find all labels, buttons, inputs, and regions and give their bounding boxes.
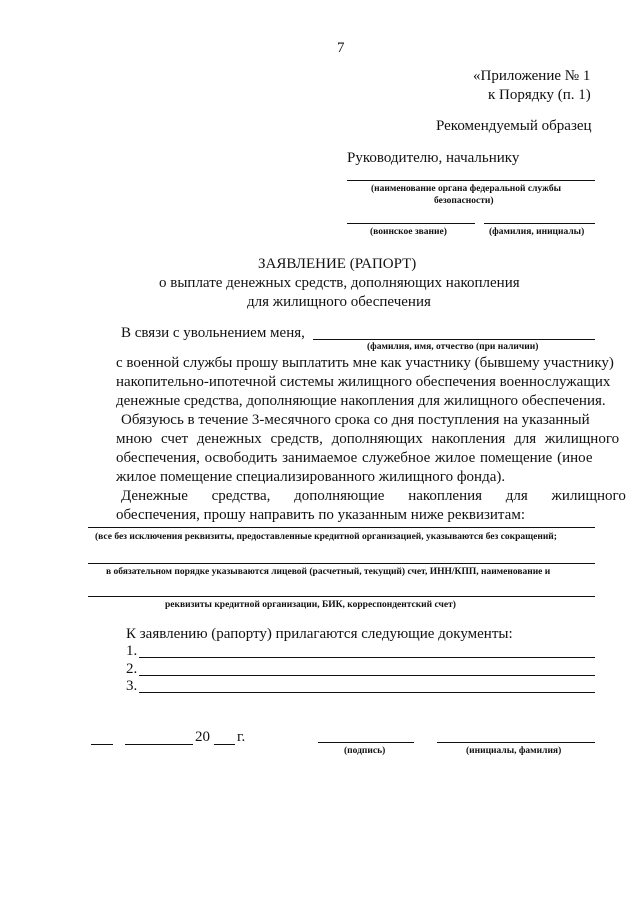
para2-line4: жилое помещение специализированного жилищного фонда). <box>116 469 506 485</box>
para3-line1: Денежные средства, дополняющие накопления для жилищного <box>121 488 626 504</box>
signature-line[interactable] <box>318 742 414 743</box>
date-year-prefix: 20 <box>195 729 210 745</box>
name-initials-line[interactable] <box>484 223 595 224</box>
requisites-caption-3: реквизиты кредитной организации, БИК, корреспондентский счет) <box>165 600 456 610</box>
rank-caption: (воинское звание) <box>370 227 447 237</box>
appendix-label: «Приложение № 1 <box>473 68 591 84</box>
org-name-line[interactable] <box>347 180 595 181</box>
attachment-line-1[interactable] <box>139 657 595 658</box>
requisites-line-3[interactable] <box>88 596 595 597</box>
para2-line2: мною счет денежных средств, дополняющих накопления для жилищного <box>116 431 620 447</box>
fio-line[interactable] <box>313 339 595 340</box>
fio-caption: (фамилия, имя, отчество (при наличии) <box>367 342 539 352</box>
para1-line3: денежные средства, дополняющие накопления для жилищного обеспечения. <box>116 393 606 409</box>
requisites-line-2[interactable] <box>88 563 595 564</box>
attachments-heading: К заявлению (рапорту) прилагаются следующие документы: <box>126 626 513 642</box>
signer-name-caption: (инициалы, фамилия) <box>466 746 562 756</box>
signer-name-line[interactable] <box>437 742 595 743</box>
org-caption-1: (наименование органа федеральной службы <box>371 184 561 194</box>
rank-line[interactable] <box>347 223 475 224</box>
para1-line2: накопительно-ипотечной системы жилищного обеспечения военнослужащих <box>116 374 611 390</box>
attachment-item-3: 3. <box>126 678 138 694</box>
date-month-line[interactable] <box>125 744 193 745</box>
attachment-item-1: 1. <box>126 643 138 659</box>
para2-line3: обеспечения, освободить занимаемое служебное жилое помещение (иное <box>116 450 593 466</box>
para2-line1: Обязуюсь в течение 3-месячного срока со дня поступления на указанный <box>121 412 590 428</box>
para3-line2: обеспечения, прошу направить по указанным ниже реквизитам: <box>116 507 525 523</box>
attachment-line-3[interactable] <box>139 692 595 693</box>
date-year-suffix: г. <box>237 729 246 745</box>
name-initials-caption: (фамилия, инициалы) <box>489 227 585 237</box>
date-day-line[interactable] <box>91 744 113 745</box>
date-year-line[interactable] <box>214 744 235 745</box>
intro-text: В связи с увольнением меня, <box>121 325 305 341</box>
document-subtitle-2: для жилищного обеспечения <box>247 294 431 310</box>
requisites-caption-2: в обязательном порядке указываются лицевой (расчетный, текущий) счет, ИНН/КПП, наименование и <box>106 567 551 577</box>
document-title: ЗАЯВЛЕНИЕ (РАПОРТ) <box>258 256 417 272</box>
requisites-line-1[interactable] <box>88 527 595 528</box>
attachment-item-2: 2. <box>126 661 138 677</box>
order-reference: к Порядку (п. 1) <box>488 87 591 103</box>
signature-caption: (подпись) <box>344 746 386 756</box>
org-caption-2: безопасности) <box>434 196 494 206</box>
para1-line1: с военной службы прошу выплатить мне как участнику (бывшему участнику) <box>116 355 614 371</box>
addressee-label: Руководителю, начальнику <box>347 150 520 166</box>
requisites-caption-1: (все без исключения реквизиты, предоставленные кредитной организацией, указываются без сокращений; <box>95 532 557 542</box>
page-number: 7 <box>337 40 345 56</box>
sample-label: Рекомендуемый образец <box>436 118 592 134</box>
attachment-line-2[interactable] <box>139 675 595 676</box>
document-subtitle-1: о выплате денежных средств, дополняющих накопления <box>159 275 520 291</box>
